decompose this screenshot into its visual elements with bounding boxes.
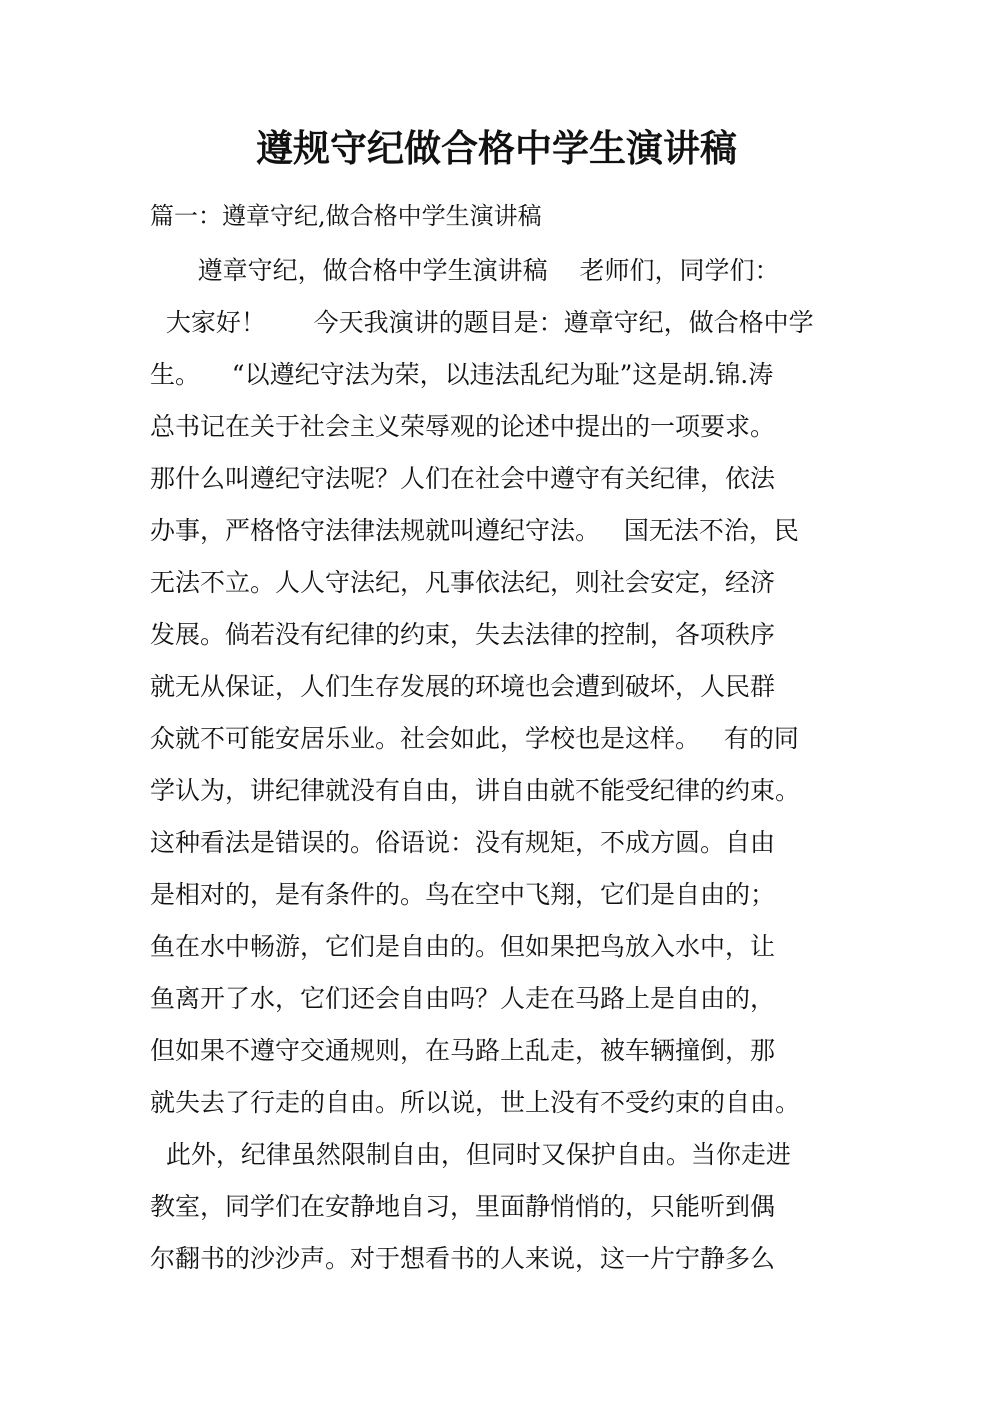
- text-line: 鱼离开了水，它们还会自由吗？人走在马路上是自由的，: [150, 984, 776, 1013]
- text-line: 办事，严格恪守法律法规就叫遵纪守法。 国无法不治，民: [150, 516, 799, 545]
- text-line: 发展。倘若没有纪律的约束，失去法律的控制，各项秩序: [150, 620, 776, 649]
- text-line: 鱼在水中畅游，它们是自由的。但如果把鸟放入水中，让: [150, 932, 776, 961]
- text-line: 大家好！ 今天我演讲的题目是：遵章守纪，做合格中学: [150, 308, 814, 337]
- text-line: 教室，同学们在安静地自习，里面静悄悄的，只能听到偶: [150, 1192, 776, 1221]
- text-line: 众就不可能安居乐业。社会如此，学校也是这样。 有的同: [150, 724, 799, 753]
- text-line: 是相对的，是有条件的。鸟在空中飞翔，它们是自由的；: [150, 880, 776, 909]
- text-line: 此外，纪律虽然限制自由，但同时又保护自由。当你走进: [150, 1140, 791, 1169]
- section-heading: 篇一：遵章守纪,做合格中学生演讲稿: [150, 202, 542, 230]
- text-line: 遵章守纪，做合格中学生演讲稿 老师们，同学们：: [150, 256, 780, 285]
- text-line: 无法不立。人人守法纪，凡事依法纪，则社会安定，经济: [150, 568, 776, 597]
- text-line: 那什么叫遵纪守法呢？人们在社会中遵守有关纪律，依法: [150, 464, 776, 493]
- text-line: 就无从保证，人们生存发展的环境也会遭到破坏，人民群: [150, 672, 776, 701]
- text-line: 生。 “以遵纪守法为荣，以违法乱纪为耻”这是胡.锦.涛: [150, 360, 774, 389]
- text-line: 尔翻书的沙沙声。对于想看书的人来说，这一片宁静多么: [150, 1244, 776, 1273]
- text-line: 这种看法是错误的。俗语说：没有规矩，不成方圆。自由: [150, 828, 776, 857]
- text-line: 总书记在关于社会主义荣辱观的论述中提出的一项要求。: [150, 412, 776, 441]
- body-text: [150, 250, 850, 1290]
- document-title: 遵规守纪做合格中学生演讲稿: [256, 126, 737, 170]
- text-line: 但如果不遵守交通规则，在马路上乱走，被车辆撞倒，那: [150, 1036, 776, 1065]
- text-line: 就失去了行走的自由。所以说，世上没有不受约束的自由。: [150, 1088, 801, 1117]
- text-line: 学认为，讲纪律就没有自由，讲自由就不能受纪律的约束。: [150, 776, 801, 805]
